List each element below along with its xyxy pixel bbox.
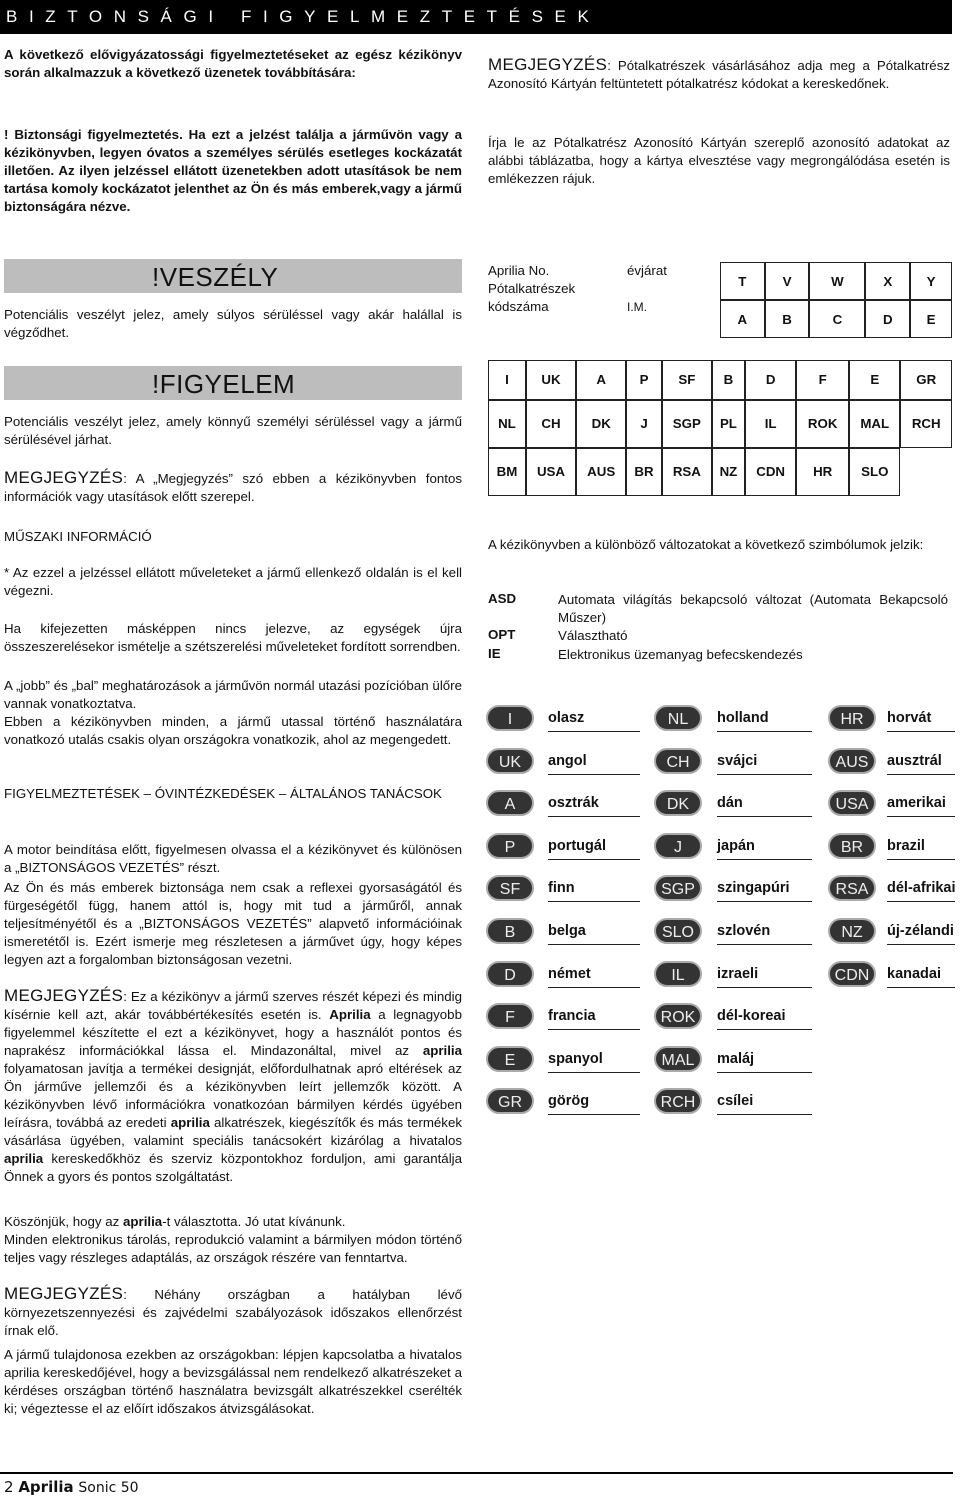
note-1-text: : A „Megjegyzés” szó ebben a kézikönyvben fontos információk vagy utasítások előtt szerepel. — [4, 471, 462, 504]
country-name-label: finn — [548, 880, 575, 897]
country-code-badge: I — [486, 705, 534, 731]
section-header: BIZTONSÁGI FIGYELMEZTETÉSEK — [0, 0, 952, 34]
country-code-table — [488, 360, 952, 496]
country-code-badge: CH — [654, 748, 702, 774]
grid-cell: V — [765, 262, 810, 300]
country-code-badge: AUS — [828, 748, 876, 774]
note-2: MEGJEGYZÉS: Ez a kézikönyv a jármű szerves részét képezi és mindig kísérnie kell azt, akár továbbértékesítés esetén is. Aprilia a legnagyobb figyelemmel készítette el ezt a kézikönyvet, hogy a használót pontos és naprakész információkkal lássa el. Mindazonáltal, mivel az aprilia folyamatosan javítja a termékei designját, előfordulhatnak apró eltérések az Ön járműve jellemzői és a kézikönyvben leírt jellemzők között. A kézikönyvben lévő információkra vonatkozóan bármilyen kérdés ügyében leírásra, továbbá az eredeti aprilia alkatrészek, kiegészítők és más termékek vásárlása ügyében, valamint speciális tanácsokért kizárólag a hivatalos aprilia kereskedőkhöz és szerviz központokhoz forduljon, ami garantálja Önnek a gyors és pontos szolgáltatást. — [4, 986, 462, 1184]
country-cell: F — [796, 360, 849, 400]
note-2-head: MEGJEGYZÉS — [4, 986, 124, 1005]
country-code-badge: IL — [654, 961, 702, 987]
aprilia-no-label: Aprilia No. — [488, 263, 550, 278]
country-cell: NL — [488, 400, 526, 448]
country-name-label: csílei — [717, 1093, 754, 1110]
country-name-label: ausztrál — [887, 752, 942, 769]
country-code-badge: NL — [654, 705, 702, 731]
country-cell: RCH — [900, 400, 952, 448]
country-code-badge: HR — [828, 705, 876, 731]
im-label: I.M. — [627, 300, 647, 314]
underline-divider — [548, 731, 640, 732]
legend-text: Elektronikus üzemanyag befecskendezés — [558, 647, 803, 662]
country-name-label: holland — [717, 710, 769, 726]
underline-divider — [548, 1029, 640, 1030]
underline-divider — [717, 859, 812, 860]
country-name-label: spanyol — [548, 1050, 603, 1067]
underline-divider — [548, 1072, 640, 1073]
country-name-label: izraeli — [717, 965, 759, 982]
general-p2: Az Ön és más emberek biztonsága nem csak a reflexei gyorsaságától és fürgeségétől függ, hanem attól is, hogy mit tud a járműről, annak teljesítményétől és a „BIZTONSÁGOS VEZETÉS” alapvető információinak ismeretétől is. Ezért ismerje meg részletesen a járművet úgy, hogy képes legyen azt a forgalomban biztonságosan vezetni. — [4, 880, 462, 967]
country-name-label: kanadai — [887, 965, 941, 982]
tech-p2: Ha kifejezetten másképpen nincs jelezve, az egységek újra összeszerelésekor ismételje a szétszerelési műveleteket fordított sorrendben. — [4, 621, 462, 654]
underline-divider — [717, 944, 812, 945]
underline-divider — [717, 816, 812, 817]
country-name-label: görög — [548, 1093, 590, 1110]
country-cell: UK — [526, 360, 576, 400]
footer-brand: Aprilia — [18, 1478, 74, 1496]
underline-divider — [548, 901, 640, 902]
year-label: évjárat — [627, 263, 667, 278]
country-cell: AUS — [576, 448, 626, 496]
caution-title: !FIGYELEM — [4, 366, 462, 400]
tech-head: MŰSZAKI INFORMÁCIÓ — [4, 529, 152, 544]
country-name-label: dél-afrikai — [887, 880, 956, 897]
legend-abbr: OPT — [488, 627, 516, 642]
general-p4: A jármű tulajdonosa ezekben az országokban: lépjen kapcsolatba a hivatalos aprilia kereskedőjével, hogy a bevizsgálással nem rendelkező alkatrészeket a kérdéses országban történő használatra bevizsgált alkatrészekkel cserélték ki; végeztesse el az előírt időszakos átvizsgálásokat. — [4, 1347, 462, 1416]
country-name-label: dán — [717, 795, 743, 812]
country-cell: J — [626, 400, 661, 448]
country-code-badge: SF — [486, 875, 534, 901]
legend-text: Automata világítás bekapcsoló változat (Automata Bekapcsoló Műszer) — [558, 592, 948, 625]
country-cell: D — [745, 360, 796, 400]
empty-cell — [900, 448, 952, 496]
country-code-badge: E — [486, 1046, 534, 1072]
footer-divider — [0, 1472, 953, 1474]
grid-cell: B — [765, 300, 810, 338]
country-name-label: osztrák — [548, 795, 599, 812]
country-code-badge: GR — [486, 1088, 534, 1114]
intro-text: A következő elővigyázatossági figyelmeztetéseket az egész kézikönyv során alkalmazzuk a következő üzenetek továbbítására: — [4, 47, 462, 80]
country-code-badge: B — [486, 918, 534, 944]
underline-divider — [887, 859, 955, 860]
country-name-label: szingapúri — [717, 880, 790, 897]
country-cell: SGP — [662, 400, 712, 448]
underline-divider — [717, 987, 812, 988]
page-footer — [4, 1478, 139, 1496]
underline-divider — [548, 816, 640, 817]
country-name-label: francia — [548, 1008, 596, 1025]
country-code-badge: A — [486, 790, 534, 816]
country-code-badge: P — [486, 833, 534, 859]
right-note: MEGJEGYZÉS: Pótalkatrészek vásárlásához adja meg a Pótalkatrész Azonosító Kártyán feltüntetett pótalkatrész kódokat a kereskedőnek. — [488, 55, 950, 91]
underline-divider — [887, 731, 955, 732]
country-cell: RSA — [662, 448, 712, 496]
country-name-label: maláj — [717, 1050, 755, 1067]
grid-cell: D — [865, 300, 910, 338]
warning-paragraph: ! Biztonsági figyelmeztetés. Ha ezt a jelzést találja a járművön vagy a kézikönyvben, legyen óvatos a személyes sérülés esetleges kockázatát illetően. Az ilyen jelzéssel ellátott üzenetekben adott utasítások be nem tartása komoly kockázatot jelenthet az Ön és más emberek,vagy a jármű biztonságára nézve. — [4, 127, 462, 214]
note-3: MEGJEGYZÉS: Néhány országban a hatályban lévő környezetszennyezési és zajvédelmi szabályozások időszakos ellenőrzést írnak elő. — [4, 1284, 462, 1338]
grid-cell: C — [809, 300, 865, 338]
underline-divider — [548, 859, 640, 860]
country-name-label: szlovén — [717, 923, 771, 939]
country-cell: GR — [900, 360, 952, 400]
note-1 — [4, 469, 462, 506]
country-name-label: angol — [548, 752, 587, 769]
country-code-badge: SLO — [654, 918, 702, 944]
country-code-badge: USA — [828, 790, 876, 816]
country-cell: MAL — [849, 400, 900, 448]
general-p1: A motor beindítása előtt, figyelmesen olvassa el a kézikönyvet és különösen a „BIZTONSÁGOS VEZETÉS” részt. — [4, 842, 462, 875]
country-name-label: amerikai — [887, 795, 946, 812]
country-name-label: új-zélandi — [887, 923, 954, 939]
country-code-badge: DK — [654, 790, 702, 816]
country-code-badge: CDN — [828, 961, 876, 987]
danger-title: !VESZÉLY — [4, 259, 462, 293]
underline-divider — [887, 901, 955, 902]
grid-cell: T — [720, 262, 765, 300]
general-head: FIGYELMEZTETÉSEK – ÓVINTÉZKEDÉSEK – ÁLTALÁNOS TANÁCSOK — [4, 786, 442, 801]
note-1-head: MEGJEGYZÉS — [4, 468, 124, 487]
underline-divider — [887, 816, 955, 817]
tech-p1: * Az ezzel a jelzéssel ellátott műveleteket a jármű ellenkező oldalán is el kell végezni. — [4, 565, 462, 598]
grid-cell: A — [720, 300, 765, 338]
country-code-badge: F — [486, 1003, 534, 1029]
country-name-label: belga — [548, 923, 586, 939]
country-code-badge: MAL — [654, 1046, 702, 1072]
code-grid-table — [720, 262, 952, 338]
country-code-badge: UK — [486, 748, 534, 774]
general-p3: Minden elektronikus tárolás, reprodukció valamint a bármilyen módon történő teljes vagy részleges adaptálás, az országok részére van fenntartva. — [4, 1232, 462, 1265]
country-code-badge: RSA — [828, 875, 876, 901]
country-cell: E — [849, 360, 900, 400]
country-name-label: portugál — [548, 837, 606, 854]
underline-divider — [717, 731, 812, 732]
country-cell: BR — [626, 448, 661, 496]
underline-divider — [717, 1114, 812, 1115]
danger-text: Potenciális veszélyt jelez, amely súlyos sérüléssel vagy akár halállal is végződhet. — [4, 307, 462, 340]
legend-abbr: IE — [488, 646, 501, 661]
underline-divider — [717, 774, 812, 775]
grid-cell: X — [865, 262, 910, 300]
country-cell: CH — [526, 400, 576, 448]
grid-cell: E — [910, 300, 952, 338]
country-cell: CDN — [745, 448, 796, 496]
thanks-text: Köszönjük, hogy az aprilia-t választotta. Jó utat kívánunk. — [4, 1214, 346, 1229]
country-code-badge: SGP — [654, 875, 702, 901]
legend-abbr: ASD — [488, 591, 517, 606]
grid-cell: W — [809, 262, 865, 300]
country-cell: IL — [745, 400, 796, 448]
parts-code-label-1: Pótalkatrészek — [488, 281, 576, 296]
country-cell: SLO — [849, 448, 900, 496]
symbols-intro: A kézikönyvben a különböző változatokat a következő szimbólumok jelzik: — [488, 537, 924, 552]
underline-divider — [887, 944, 955, 945]
country-cell: SF — [662, 360, 712, 400]
footer-model: Sonic 50 — [78, 1480, 139, 1496]
country-cell: A — [576, 360, 626, 400]
tech-p3: A „jobb” és „bal” meghatározások a járművön normál utazási pozícióban ülőre vannak vonatkoztatva. — [4, 678, 462, 711]
country-code-badge: RCH — [654, 1088, 702, 1114]
country-cell: HR — [796, 448, 849, 496]
country-name-label: olasz — [548, 710, 585, 726]
country-cell: B — [712, 360, 745, 400]
parts-code-label-2: kódszáma — [488, 299, 549, 314]
underline-divider — [548, 774, 640, 775]
country-code-badge: ROK — [654, 1003, 702, 1029]
country-cell: BM — [488, 448, 526, 496]
country-code-badge: J — [654, 833, 702, 859]
country-cell: ROK — [796, 400, 849, 448]
underline-divider — [887, 774, 955, 775]
underline-divider — [548, 1114, 640, 1115]
caution-text: Potenciális veszélyt jelez, amely könnyű személyi sérüléssel vagy a jármű sérülésével járhat. — [4, 414, 462, 447]
country-cell: P — [626, 360, 661, 400]
country-cell: PL — [712, 400, 745, 448]
country-code-badge: BR — [828, 833, 876, 859]
country-name-label: dél-koreai — [717, 1008, 786, 1025]
underline-divider — [717, 901, 812, 902]
country-cell: NZ — [712, 448, 745, 496]
fill-instruction: Írja le az Pótalkatrész Azonosító Kártyán szereplő azonosító adatokat az alábbi táblázatba, hogy a kártya elvesztése vagy megrongálódása esetén is emlékezzen rájuk. — [488, 135, 950, 186]
country-name-label: svájci — [717, 752, 758, 769]
underline-divider — [548, 944, 640, 945]
underline-divider — [717, 1072, 812, 1073]
page-number: 2 — [4, 1478, 14, 1496]
country-name-label: brazil — [887, 837, 925, 854]
country-name-label: német — [548, 965, 591, 982]
country-name-label: japán — [717, 837, 755, 854]
country-name-label: horvát — [887, 710, 932, 726]
country-code-badge: NZ — [828, 918, 876, 944]
legend-text: Választható — [558, 628, 628, 643]
underline-divider — [717, 1029, 812, 1030]
country-cell: DK — [576, 400, 626, 448]
country-code-badge: D — [486, 961, 534, 987]
tech-p4: Ebben a kézikönyvben minden, a jármű utassal történő használatára vonatkozó utalás csakis olyan országokra vonatkozik, ahol az megengedett. — [4, 714, 462, 747]
country-cell: USA — [526, 448, 576, 496]
underline-divider — [548, 987, 640, 988]
grid-cell: Y — [910, 262, 952, 300]
country-cell: I — [488, 360, 526, 400]
underline-divider — [887, 987, 955, 988]
